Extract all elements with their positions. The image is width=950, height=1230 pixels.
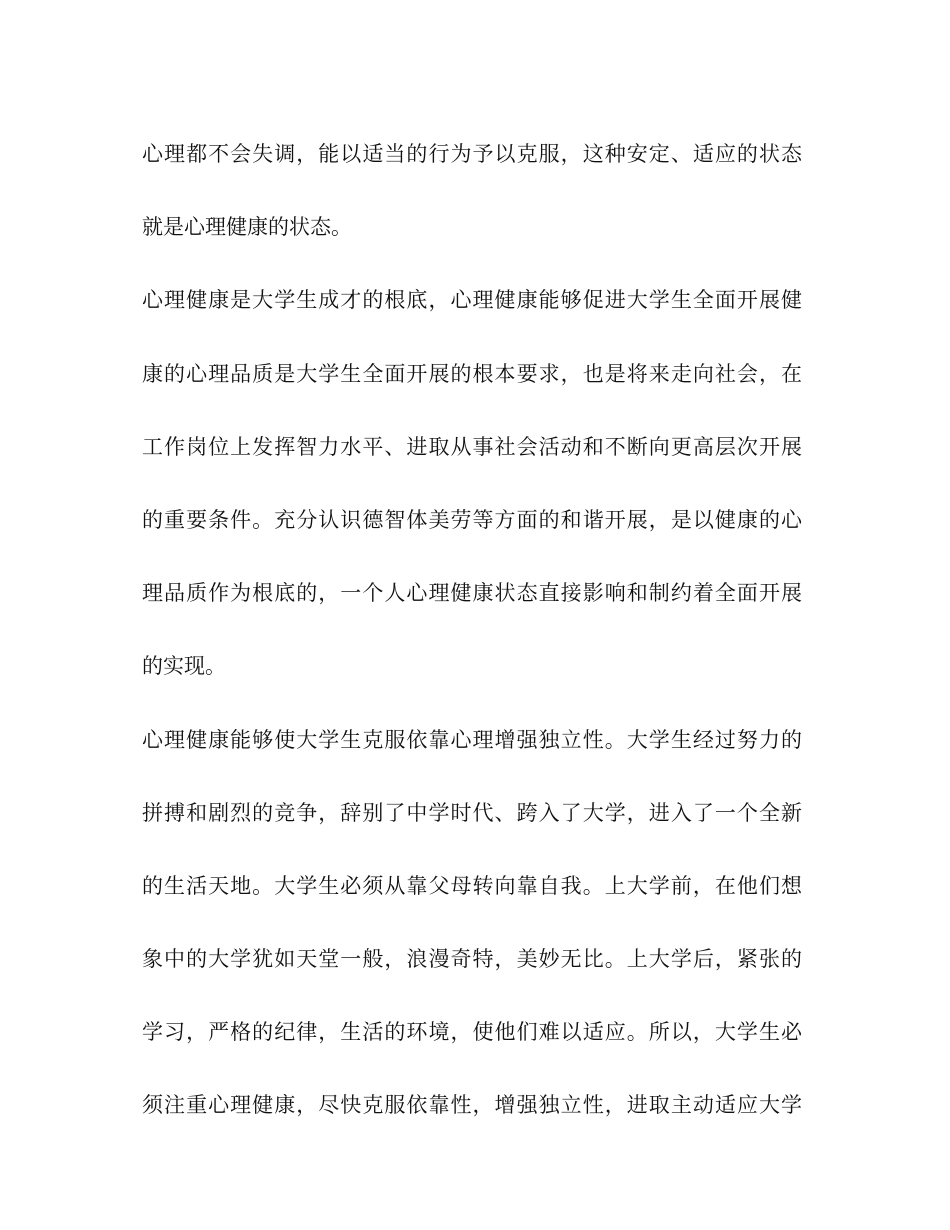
text-line-14: 须注重心理健康，尽快克服依靠性，增强独立性，进取主动适应大学 bbox=[142, 1093, 802, 1118]
text-line-9: 心理健康能够使大学生克服依靠心理增强独立性。大学生经过努力的 bbox=[142, 727, 802, 752]
text-line-7: 理品质作为根底的，一个人心理健康状态直接影响和制约着全面开展 bbox=[142, 581, 802, 606]
text-line-13: 学习，严格的纪律，生活的环境，使他们难以适应。所以，大学生必 bbox=[142, 1020, 802, 1045]
text-line-11: 的生活天地。大学生必须从靠父母转向靠自我。上大学前，在他们想 bbox=[142, 873, 802, 898]
text-line-12: 象中的大学犹如天堂一般，浪漫奇特，美妙无比。上大学后，紧张的 bbox=[142, 947, 802, 972]
text-line-2: 就是心理健康的状态。 bbox=[142, 215, 352, 240]
text-line-3: 心理健康是大学生成才的根底，心理健康能够促进大学生全面开展健 bbox=[142, 288, 802, 313]
text-line-5: 工作岗位上发挥智力水平、进取从事社会活动和不断向更高层次开展 bbox=[142, 434, 802, 459]
text-line-6: 的重要条件。充分认识德智体美劳等方面的和谐开展，是以健康的心 bbox=[142, 507, 802, 532]
text-line-4: 康的心理品质是大学生全面开展的根本要求，也是将来走向社会，在 bbox=[142, 361, 802, 386]
text-line-1: 心理都不会失调，能以适当的行为予以克服，这种安定、适应的状态 bbox=[142, 142, 802, 166]
body-text bbox=[142, 118, 802, 1143]
text-line-8: 的实现。 bbox=[142, 654, 226, 679]
text-line-10: 拼搏和剧烈的竞争，辞别了中学时代、跨入了大学，进入了一个全新 bbox=[142, 800, 802, 825]
